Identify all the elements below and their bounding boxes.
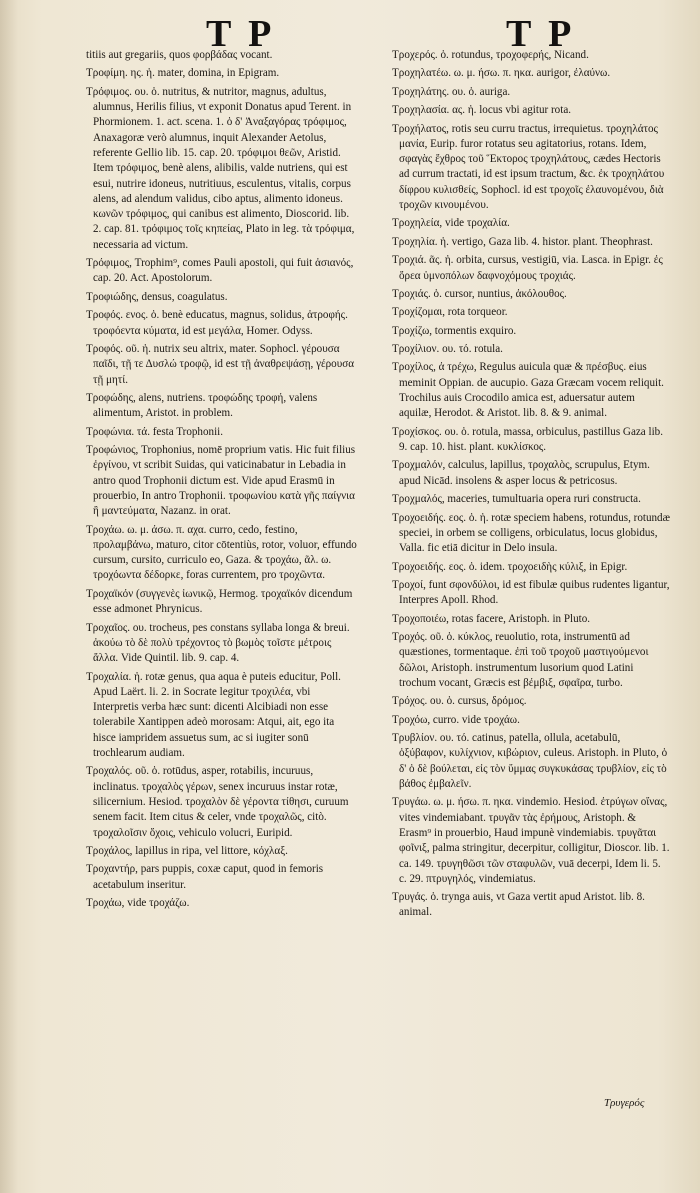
dictionary-entry: Τροχόω, curro. vide τροχάω.: [392, 713, 520, 726]
dictionary-entry: Τροχοποιέω, rotas facere, Aristoph. in Pluto.: [392, 612, 591, 625]
dictionary-entry: Τροχηλία. ἡ. vertigo, Gaza lib. 4. histor. plant. Theophrast.: [392, 235, 653, 248]
right-column: [392, 48, 670, 924]
dictionary-entry: Τροχίσκος. ου. ὁ. rotula, massa, orbiculus, pastillus Gaza lib. 9. cap. 10. hist. plant. κυκλίσκος.: [392, 425, 663, 454]
left-column: [86, 48, 358, 914]
dictionary-entry: Τροχερός. ὁ. rotundus, τροχοφερής, Nicand.: [392, 49, 589, 61]
dictionary-entry: Τροχάω. ω. μ. άσω. π. αχα. curro, cedo, festino, προλαμβάνω, maturo, citor cōtentiùs, rotor, voluor, effundo cursum, cursito, curriculo eo, Gaza. & τροχάω, ᾶλ. ω. τροχόωντα δέδορκε, foras currentem, pro τροχῶντα.: [86, 523, 357, 582]
dictionary-entry: Τροχήλατος, rotis seu curru tractus, irrequietus. τροχηλάτος μανία, Eurip. furor rotatus seu agitatorius, rotans. Idem, σφαγὰς ἔχθρος τοῦ Ἕκτορος τροχηλάτους, cædes Hectoris ad currum tractati, id est ipsum tractum, &c. ἐκ τροχηλάτου δίφρου κυλισθείς, Sophocl. id est τροχοῖς ἐλαυνομένου, διὰ τροχῶν κινουμένου.: [392, 122, 665, 212]
dictionary-entry: Τροχμαλός, maceries, tumultuaria opera ruri constructa.: [392, 493, 641, 506]
dictionary-entry: Τρυβλίον. ου. τό. catinus, patella, ollula, acetabulū, ὀξύβαφον, κυλίχνιον, κιβώριον, culeus. Aristoph. in Pluto, ὁ δ' ὁ δὲ βούλεται, εἰς τὸν ὕμμας συγκυκάσας τρυβλίον, εἰς τὸ βάθος ἐμβαλεῖν.: [392, 732, 668, 790]
dictionary-entry: Τροχηλατέω. ω. μ. ήσω. π. ηκα. aurigor, ἐλαύνω.: [392, 67, 611, 80]
dictionary-entry: Τρυγάς. ὁ. trynga auis, vt Gaza vertit apud Aristot. lib. 8. animal.: [392, 891, 645, 919]
dictionary-entry: Τροχάω, vide τροχάζω.: [86, 897, 190, 910]
dictionary-entry: Τροφιώδης, densus, coagulatus.: [86, 290, 228, 303]
dictionary-entry: Τρυγάω. ω. μ. ήσω. π. ηκα. vindemio. Hesiod. ἐτρύγων οἴνας, vites vindemiabant. τρυγᾶν τὰς ἐρήμους, Aristoph. & Erasm⁹ in prouerbio, Haud impunè vindemiabis. τρυγᾶται φοῖνιξ, palma stringitur, decerpitur, colligitur, Dioscor. lib. 1. ca. 149. τρυγηθῶσι τῶν σταφυλῶν, vuā decerpi, Idem li. 5. c. 29. πτρυγηλός, vindemiatus.: [392, 796, 670, 885]
running-head-left: T P: [206, 13, 276, 55]
dictionary-entry: Τροχηλεία, vide τροχαλία.: [392, 217, 510, 230]
dictionary-entry: Τροφώδης, alens, nutriens. τροφώδης τροφή, valens alimentum, Aristot. in problem.: [86, 391, 318, 420]
dictionary-entry: Τροχιά. ᾶς. ἡ. orbita, cursus, vestigiū, via. Lasca. in Epigr. ἐς ὄρεα ὑμνοπόλων δαφνοχόμους τροχιάς.: [392, 254, 663, 282]
dictionary-entry: Τροφώνιος, Trophonius, nomē proprium vatis. Hic fuit filius ἐργίνου, vt scribit Suidas, qui vaticinabatur in Lebadia in antro quod Trophonii dictum est. Vide apud Erasmū in prouerbio, In antro Trophonii. τροφωνίου κατὰ γῆς παίγνια ἢ μαντεύματα, Nazanz. in orat.: [86, 443, 356, 518]
dictionary-entry: Τρόφιμος, Trophim⁹, comes Pauli apostoli, qui fuit ἀσιανός, cap. 20. Act. Apostolorum.: [86, 257, 354, 285]
dictionary-entry: Τροχοειδής. εος. ὁ. idem. τροχοειδὴς κύλιξ, in Epigr.: [392, 560, 628, 573]
dictionary-entry: Τροχίζω, tormentis exquiro.: [392, 324, 517, 337]
dictionary-entry: Τροφίμη. ης. ἡ. mater, domina, in Epigram.: [86, 67, 280, 80]
dictionary-entry: Τροχίλιον. ου. τό. rotula.: [392, 343, 503, 356]
gutter-shadow: [0, 0, 18, 1193]
dictionary-entry: Τροχαϊκόν (συγγενὲς ἰωνικῷ, Hermog. τροχαϊκόν dicendum esse admonet Phrynicus.: [86, 587, 353, 616]
dictionary-entry: Τροχαῖος. ου. trocheus, pes constans syllaba longa & breui. ἀκούω τὸ δὲ πολὺ τρέχοντος τὸ βωμὸς τοῖστε μέτροις ἄλλα. Vide Quintil. lib. 9. cap. 4.: [86, 621, 350, 665]
running-head-right: T P: [506, 13, 576, 55]
dictionary-entry: Τροχαντήρ, pars puppis, coxæ caput, quod in femoris acetabulum inseritur.: [86, 863, 324, 891]
dictionary-entry: Τροφός. ενος. ὁ. benè educatus, magnus, solidus, ἀτροφής. τροφόεντα κύματα, id est μεγάλα, Homer. Odyss.: [86, 309, 348, 337]
catchword: Τρυγερός: [604, 1097, 645, 1109]
dictionary-entry: Τροχιάς. ὁ. cursor, nuntius, ἀκόλουθος.: [392, 287, 567, 300]
dictionary-entry: Τροχίζομαι, rota torqueor.: [392, 306, 508, 319]
dictionary-entry: Τροχαλός. οῦ. ὁ. rotūdus, asper, rotabilis, incuruus, inclinatus. τροχαλὸς γέρων, senex incuruus instar rotæ, silicernium. Hesiod. τροχαλὸν δὲ γέροντα τίθησι, curuum senem facit. Item citus & celer, vnde τροχαλῶς, citò. τροχαλοῖσιν ὄχοις, vehiculo volucri, Euripid.: [86, 765, 349, 839]
dictionary-entry: Τροχηλάτης. ου. ὁ. auriga.: [392, 85, 511, 98]
dictionary-entry: Τροχάλος, lapillus in ripa, vel littore, κόχλαξ.: [86, 844, 288, 857]
dictionary-entry: Τροφός. οῦ. ἡ. nutrix seu altrix, mater. Sophocl. γέρουσα παῖδι, τῇ τε Δυσλώ τροφῷ, id est τῇ ἀναθρεψάσῃ, γέρουσα τῇ μητί.: [86, 342, 355, 386]
dictionary-entry: Τροχοειδής. εος. ὁ. ἡ. rotæ speciem habens, rotundus, rotundæ speciei, in orbem se colligens, orbiculatus, locus globidus, Valla. fic etiā dicitur in Delo insula.: [392, 511, 670, 555]
dictionary-entry: Τρόχος. ου. ὁ. cursus, δρόμος.: [392, 695, 527, 708]
dictionary-entry: titiis aut gregariis, quos φορβάδας vocant.: [86, 49, 273, 61]
dictionary-entry: Τροφώνια. τά. festa Trophonii.: [86, 425, 224, 438]
dictionary-entry: Τροχαλία. ἡ. rotæ genus, qua aqua è puteis educitur, Poll. Apud Laërt. li. 2. in Socrate legitur τροχιλέα, vbi Interpretis verba hæc sunt: dicenti Alcibiadi non esse tolerabile Xantippen adeò morosam: Atqui, ait, ego ita hisce iampridem assuetus sum, ac si iugiter sonū trochlearum audiam.: [86, 670, 341, 759]
dictionary-entry: Τροχός. οῦ. ὁ. κύκλος, reuolutio, rota, instrumentū ad quæstiones, tormentaque. ἐπὶ τοῦ τροχοῦ μαστιγούμενοι δῶλοι, Aristoph. instrumentum lusorium quod Latini trochum vocant, Græcis est βέμβιξ, σφαῖρα, turbo.: [392, 630, 649, 689]
dictionary-entry: Τροχοί, funt σφονδύλοι, id est fibulæ quibus rudentes ligantur, Interpres Apoll. Rhod.: [392, 578, 670, 607]
dictionary-entry: Τροχηλασία. ας. ἡ. locus vbi agitur rota.: [392, 104, 572, 117]
dictionary-entry: Τροχίλος, ἀ τρέχω, Regulus auicula quæ & πρέσβυς. eius meminit Oppian. de aucupio. Gaza Græcam vocem reliquit. Trochilus auis Crocodilo amica est, aduersatur autem aquilæ, Herodot. & Aristot. lib. 8. & 9. animal.: [392, 361, 664, 420]
dictionary-entry: Τρόφιμος. ου. ὁ. nutritus, & nutritor, magnus, adultus, alumnus, Herilis filius, vt exponit Donatus apud Terent. in Phormionem. 1. act. scena. 1. ὁ δ' Ἀναξαγόρας τρόφιμος, Anaxagoræ verò alumnus, inquit Alexander Aetolus, referente Gellio lib. 15. cap. 20. τρόφιμοι θεῶν, Aristid. Item τρόφιμος, benè alens, alibilis, valde nutriens, qui est esui, nutrire idoneus, nutritiuus, esculentus, vitalis, corpus alens, ad alendum validus, cibo aptus, alimento idoneus. κωνῶν τρόφιμος, qui canibus est alimento, Dioscorid. lib. 2. cap. 81. τρόφιμος τοῖς κηπείας, Plato in leg. τὰ τρόφιμα, necessaria ad victum.: [86, 85, 355, 251]
dictionary-entry: Τροχμαλόν, calculus, lapillus, τροχαλὸς, scrupulus, Etym. apud Nicād. insolens & asper locus & petricosus.: [392, 459, 650, 487]
